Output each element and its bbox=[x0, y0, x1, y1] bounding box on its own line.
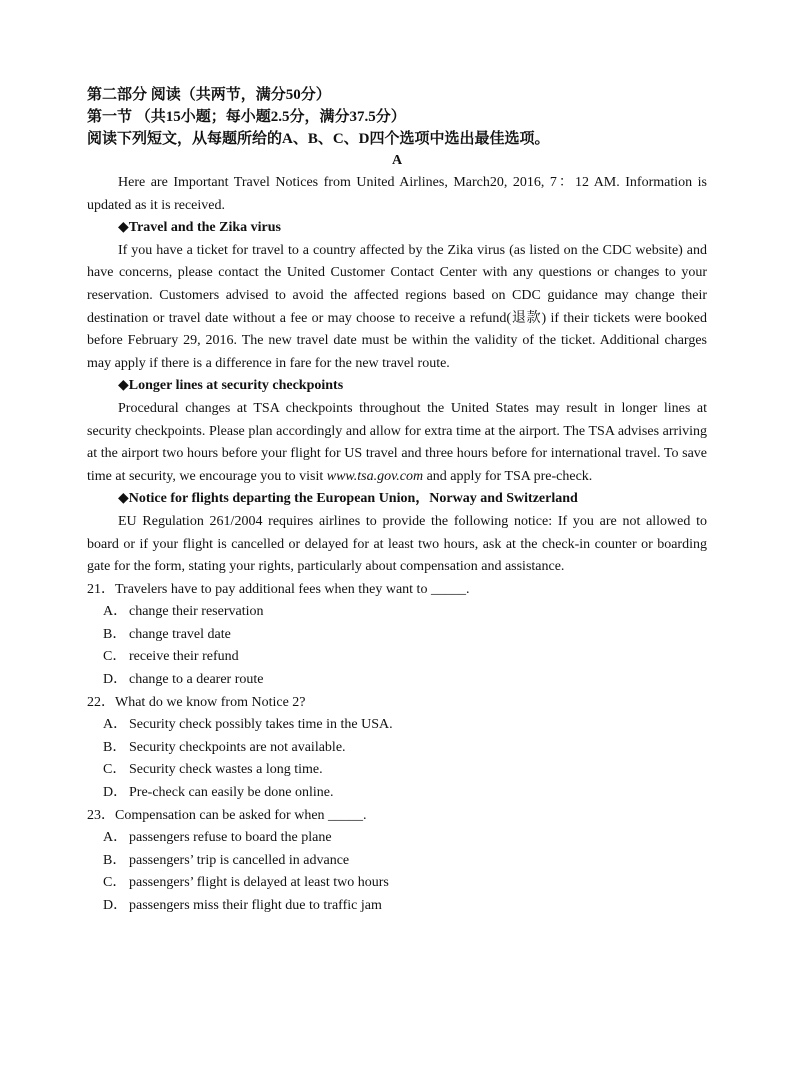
option-b[interactable] bbox=[87, 624, 707, 647]
option-letter: B． bbox=[103, 852, 127, 868]
option-text: Pre-check can easily be done online. bbox=[129, 785, 334, 801]
passage-intro: Here are Important Travel Notices from United Airlines, March20, 2016, 7：12 AM. Information is updated as it is received. bbox=[87, 175, 707, 213]
instruction-text: 阅读下列短文，从每题所给的A、B、C、D四个选项中选出最佳选项。 bbox=[87, 131, 550, 147]
option-letter: D． bbox=[103, 898, 128, 913]
option-text: receive their refund bbox=[129, 649, 239, 665]
option-text: Security check possibly takes time in the USA. bbox=[129, 717, 393, 733]
document-page bbox=[87, 84, 707, 918]
option-letter: D． bbox=[103, 672, 128, 688]
notice2-body-post: and apply for TSA pre-check. bbox=[423, 468, 593, 484]
option-d[interactable] bbox=[87, 895, 707, 918]
notice1-title: ◆Travel and the Zika virus bbox=[118, 220, 281, 236]
option-letter: A． bbox=[103, 717, 128, 733]
option-d[interactable] bbox=[87, 669, 707, 692]
notice2-body-pre: Procedural changes at TSA checkpoints throughout the United States may result in longer lines at security checkpoints. Please plan accordingly and allow for extra time at the airport. The TSA advises arriving at the airport two hours before your flight for US travel and three hours before for international travel. To save time at security, we encourage you to visit bbox=[87, 400, 707, 484]
option-text: passengers miss their flight due to traffic jam bbox=[129, 898, 382, 913]
option-b[interactable] bbox=[87, 850, 707, 873]
notice2-title: ◆Longer lines at security checkpoints bbox=[118, 378, 344, 394]
option-text: change to a dearer route bbox=[129, 672, 264, 688]
question-21 bbox=[87, 579, 707, 692]
notice2-body bbox=[87, 398, 707, 488]
question-stem: 23．Compensation can be asked for when _____. bbox=[87, 807, 367, 823]
option-text: change their reservation bbox=[129, 604, 264, 620]
option-letter: C． bbox=[103, 762, 127, 778]
tsa-link[interactable]: www.tsa.gov.com bbox=[326, 468, 424, 484]
option-letter: B． bbox=[103, 739, 127, 755]
option-a[interactable] bbox=[87, 601, 707, 624]
option-letter: C． bbox=[103, 875, 127, 891]
question-22 bbox=[87, 692, 707, 805]
option-c[interactable] bbox=[87, 646, 707, 669]
option-letter: B． bbox=[103, 626, 127, 642]
option-d[interactable] bbox=[87, 782, 707, 805]
option-text: passengers’ flight is delayed at least two hours bbox=[129, 875, 389, 891]
option-b[interactable] bbox=[87, 737, 707, 760]
passage-label: A bbox=[391, 153, 403, 168]
option-letter: D． bbox=[103, 785, 128, 801]
question-23 bbox=[87, 805, 707, 918]
notice3-body: EU Regulation 261/2004 requires airlines to provide the following notice: If you are not allowed to board or if your flight is cancelled or delayed for at least two hours, ask at the check-in counter or boarding gate for the form, stating your rights, particularly about compensation and assistance. bbox=[87, 513, 707, 575]
option-letter: A． bbox=[103, 604, 128, 620]
notice1-body: If you have a ticket for travel to a country affected by the Zika virus (as listed on the CDC website) and have concerns, please contact the United Customer Contact Center with any questions or changes to your reservation. Customers advised to avoid the affected regions based on CDC guidance may change their destination or travel date without a fee or may choose to receive a refund(退款) if their tickets were booked before February 29, 2016. The new travel date must be within the validity of the ticket. Additional charges may apply if there is a difference in fare for the new travel route. bbox=[87, 242, 707, 371]
section-heading: 第一节 （共15小题；每小题2.5分，满分37.5分） bbox=[87, 109, 406, 125]
question-stem: 21．Travelers have to pay additional fees when they want to _____. bbox=[87, 581, 470, 597]
option-text: passengers’ trip is cancelled in advance bbox=[129, 852, 350, 868]
option-c[interactable] bbox=[87, 872, 707, 895]
option-a[interactable] bbox=[87, 714, 707, 737]
option-c[interactable] bbox=[87, 759, 707, 782]
question-stem: 22．What do we know from Notice 2? bbox=[87, 694, 306, 710]
notice3-title: ◆Notice for flights departing the European Union，Norway and Switzerland bbox=[118, 491, 578, 507]
part-heading: 第二部分 阅读（共两节，满分50分） bbox=[87, 87, 331, 103]
option-letter: C． bbox=[103, 649, 127, 665]
option-text: change travel date bbox=[129, 626, 231, 642]
option-text: passengers refuse to board the plane bbox=[129, 830, 332, 846]
option-text: Security checkpoints are not available. bbox=[129, 739, 346, 755]
option-letter: A． bbox=[103, 830, 128, 846]
option-text: Security check wastes a long time. bbox=[129, 762, 323, 778]
option-a[interactable] bbox=[87, 827, 707, 850]
